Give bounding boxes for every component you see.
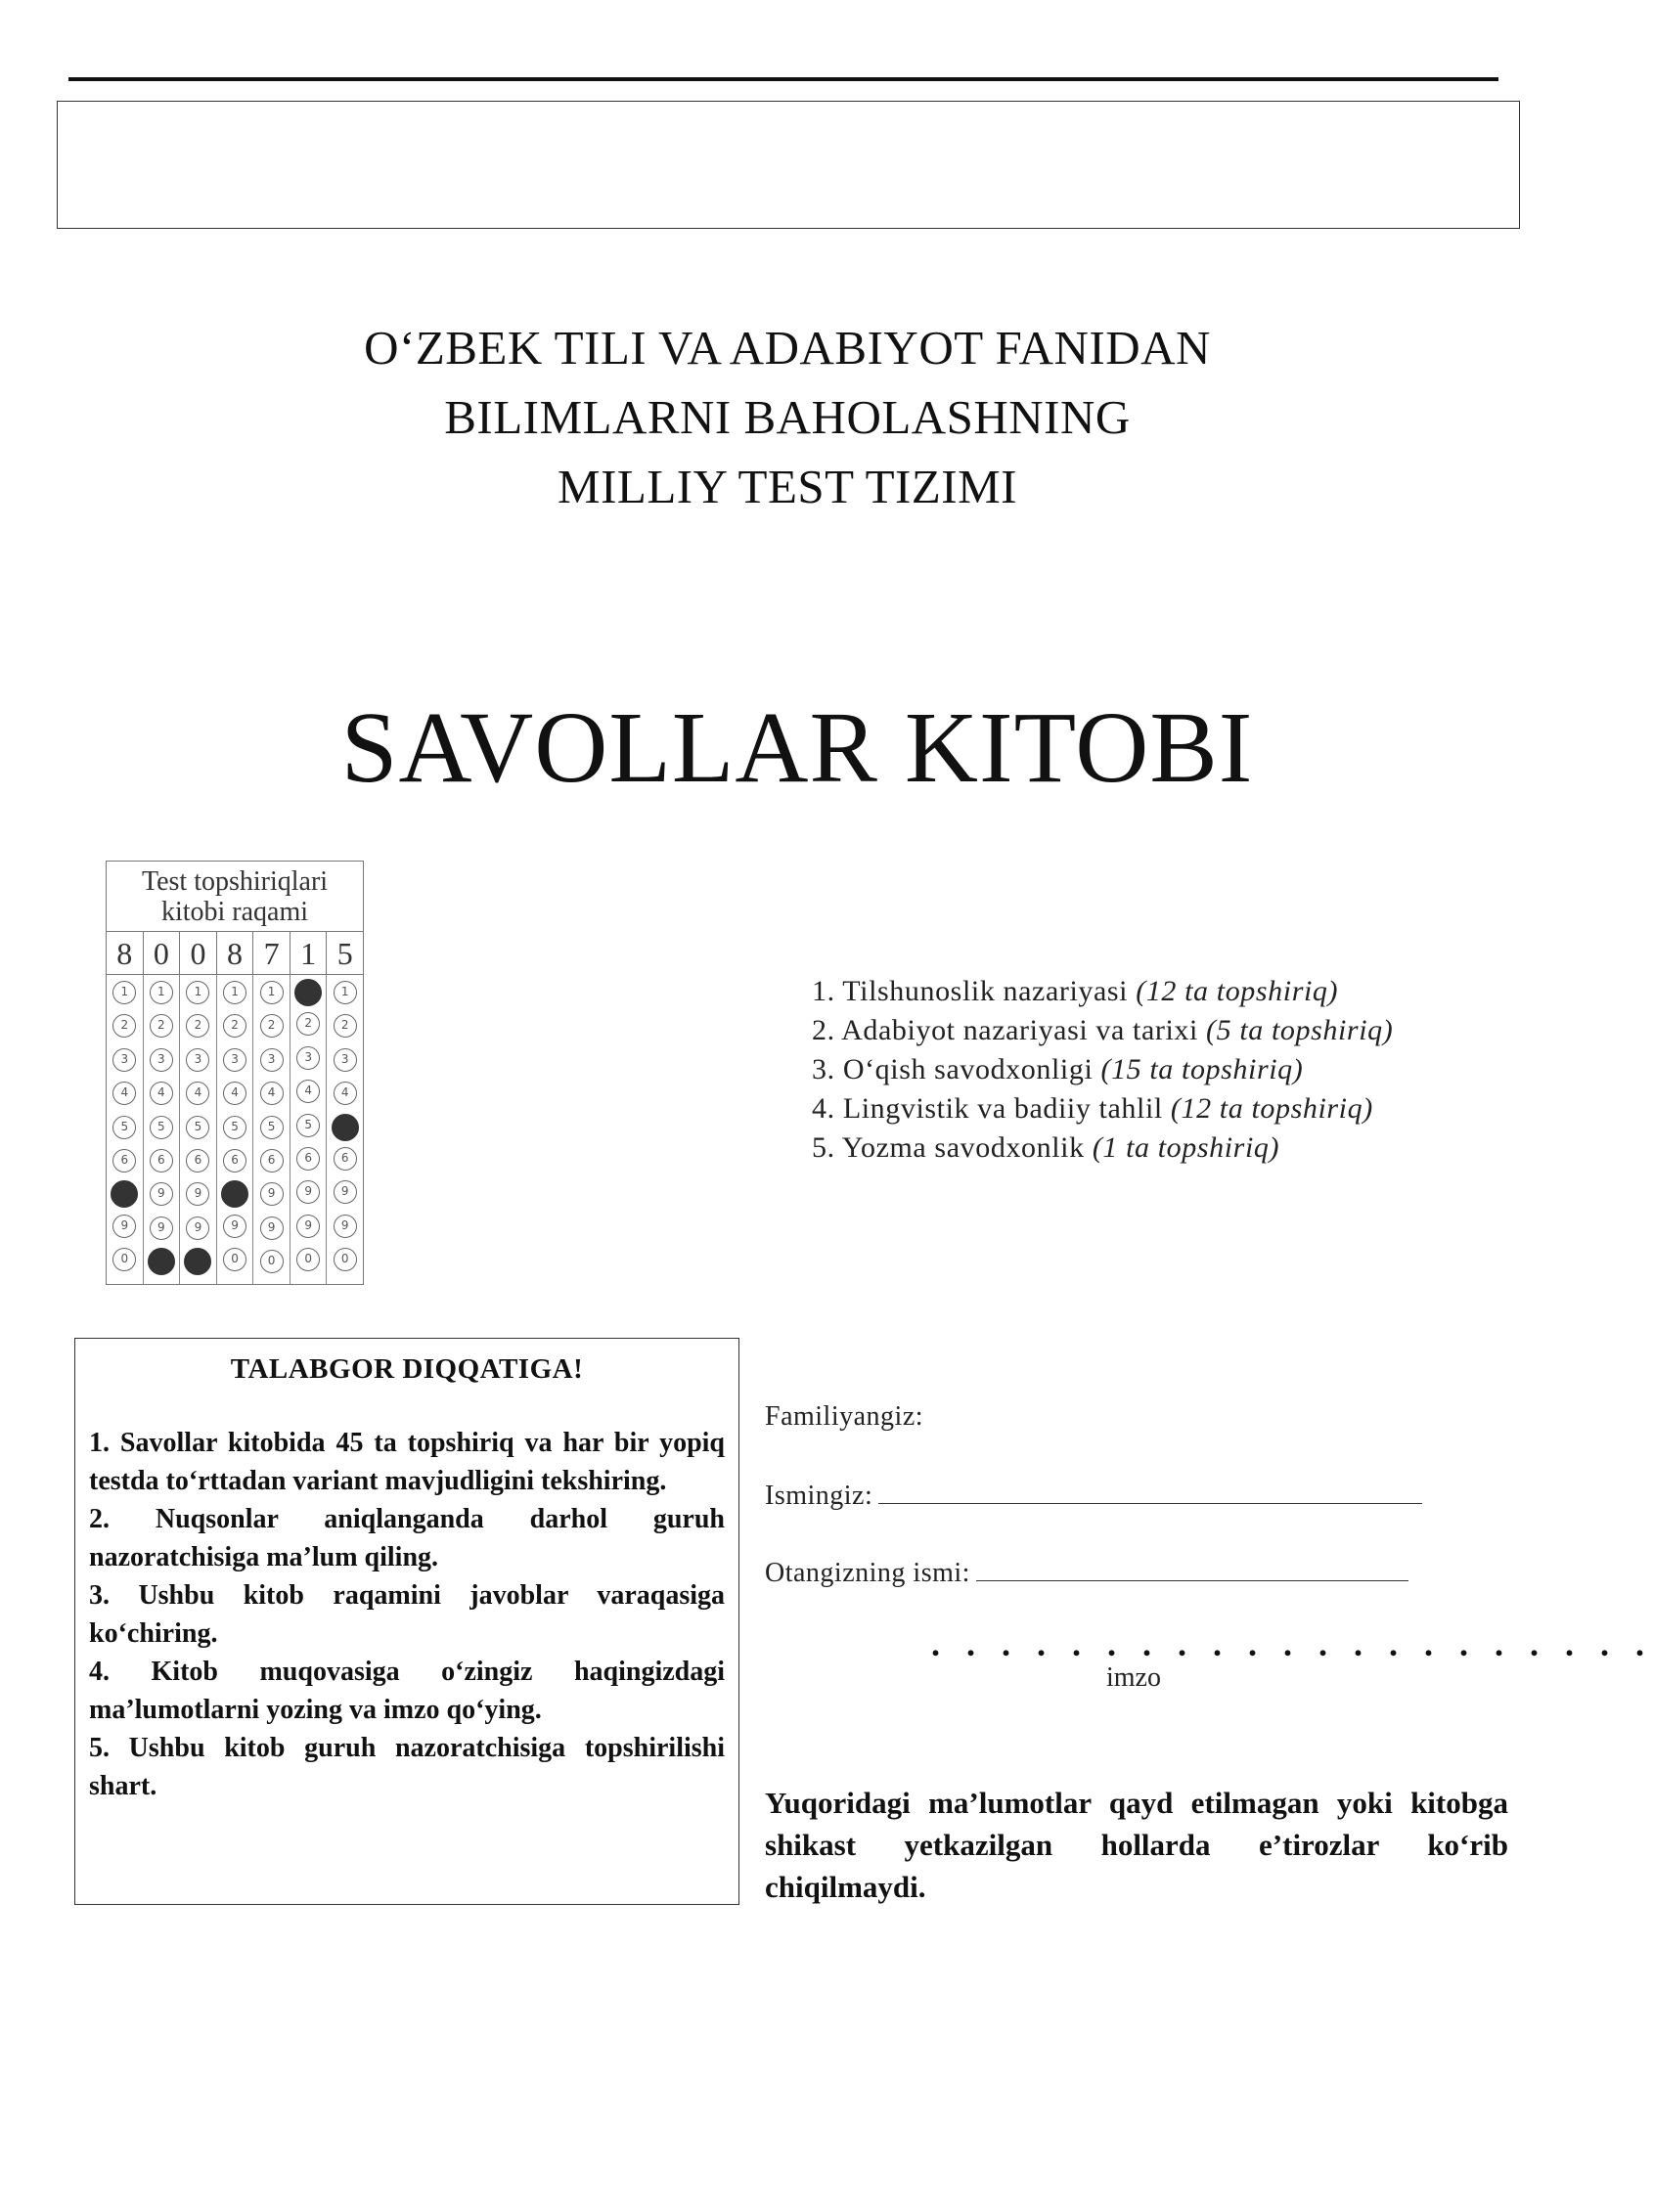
answer-bubble: 9 (112, 1215, 136, 1238)
answer-bubble: 5 (296, 1114, 320, 1137)
answer-bubble: 4 (186, 1082, 209, 1105)
book-number-digit: 8 (107, 932, 144, 974)
answer-bubble: 6 (260, 1149, 284, 1172)
answer-bubble: 4 (112, 1082, 136, 1105)
answer-bubble: 6 (334, 1147, 357, 1171)
section-item (812, 972, 1393, 1011)
book-number-digit: 1 (290, 932, 328, 974)
answer-bubble: 5 (150, 1116, 173, 1139)
notice-item: 1. Savollar kitobida 45 ta topshiriq va har bir yopiq testda to‘rttadan variant mavjudligini tekshiring. (89, 1428, 725, 1496)
book-number-digit: 8 (217, 932, 254, 974)
section-number: 3. (812, 1053, 835, 1085)
section-count: (1 ta topshiriq) (1092, 1131, 1280, 1164)
answer-bubble: 2 (260, 1014, 284, 1038)
answer-bubble: 0 (296, 1248, 320, 1271)
answer-bubble: 9 (334, 1180, 357, 1204)
section-number: 4. (812, 1092, 835, 1125)
bubble-column (144, 975, 181, 1284)
patronymic-row (765, 1551, 1508, 1592)
bubble-column (253, 975, 290, 1284)
answer-bubble: 9 (260, 1217, 284, 1240)
answer-bubble (221, 1180, 248, 1208)
answer-bubble (184, 1248, 211, 1275)
answer-bubble: 1 (150, 981, 173, 1004)
section-name: Adabiyot nazariyasi va tarixi (841, 1014, 1198, 1046)
section-item (812, 1128, 1393, 1168)
answer-bubble (148, 1248, 175, 1275)
answer-bubble: 9 (150, 1217, 173, 1240)
answer-bubble: 6 (150, 1149, 173, 1172)
answer-bubble: 9 (334, 1215, 357, 1238)
section-count: (12 ta topshiriq) (1136, 975, 1339, 1007)
surname-row (765, 1396, 1508, 1438)
answer-bubble: 4 (260, 1082, 284, 1105)
answer-bubble: 0 (334, 1248, 357, 1271)
section-number: 1. (812, 975, 835, 1007)
section-item (812, 1089, 1393, 1128)
top-rule (68, 77, 1498, 81)
answer-bubble: 3 (112, 1048, 136, 1072)
book-number-grid (106, 861, 364, 1285)
notice-title: TALABGOR DIQQATIGA! (230, 1353, 584, 1385)
answer-bubble: 9 (150, 1182, 173, 1206)
answer-bubble: 6 (296, 1147, 320, 1171)
subject-title-line: O‘ZBEK TILI VA ADABIYOT FANIDAN (364, 321, 1211, 375)
answer-bubble: 0 (112, 1248, 136, 1271)
answer-bubble: 5 (223, 1116, 246, 1139)
answer-bubble: 0 (260, 1250, 284, 1273)
answer-bubble: 4 (223, 1082, 246, 1105)
section-item (812, 1011, 1393, 1050)
subject-title-line: BILIMLARNI BAHOLASHNING (444, 390, 1131, 444)
name-row (765, 1474, 1508, 1515)
answer-bubble: 9 (296, 1180, 320, 1204)
answer-bubble: 4 (334, 1082, 357, 1105)
answer-bubble: 9 (223, 1215, 246, 1238)
header-box (57, 101, 1520, 229)
patronymic-field[interactable] (976, 1551, 1408, 1581)
bubble-column (327, 975, 363, 1284)
section-item (812, 1050, 1393, 1089)
answer-bubble: 1 (112, 981, 136, 1004)
name-field[interactable] (878, 1474, 1422, 1504)
answer-bubble: 3 (260, 1048, 284, 1072)
section-number: 5. (812, 1131, 835, 1164)
answer-bubble: 3 (150, 1048, 173, 1072)
answer-bubble: 6 (112, 1149, 136, 1172)
answer-bubble: 5 (112, 1116, 136, 1139)
personal-info-form (765, 1396, 1508, 1628)
book-number-digit: 5 (336, 936, 353, 971)
sections-list (812, 972, 1393, 1168)
answer-bubble: 2 (334, 1014, 357, 1038)
answer-bubble: 0 (223, 1248, 246, 1271)
answer-bubble: 2 (296, 1012, 320, 1036)
notice-item: 5. Ushbu kitob guruh nazoratchisiga topshirilishi shart. (89, 1733, 725, 1801)
book-number-digit: 7 (253, 932, 290, 974)
section-name: Yozma savodxonlik (841, 1131, 1085, 1164)
answer-bubble: 3 (334, 1048, 357, 1072)
notice-item: 4. Kitob muqovasiga o‘zingiz haqingizdagi ma’lumotlarni yozing va imzo qo‘ying. (89, 1657, 725, 1725)
section-name: O‘qish savodxonligi (842, 1053, 1094, 1085)
answer-bubble: 9 (186, 1217, 209, 1240)
patronymic-label: Otangizning ismi: (765, 1558, 970, 1588)
book-number-caption-line: Test topshiriqlari (141, 866, 329, 897)
section-number: 2. (812, 1014, 835, 1046)
subject-title-line: MILLIY TEST TIZIMI (558, 460, 1017, 513)
section-count: (15 ta topshiriq) (1100, 1053, 1304, 1085)
signature-label: imzo (1106, 1662, 1161, 1693)
answer-bubble: 9 (186, 1182, 209, 1206)
answer-bubble: 4 (150, 1082, 173, 1105)
bubble-column (107, 975, 144, 1284)
section-count: (12 ta topshiriq) (1170, 1092, 1373, 1125)
bubble-column (290, 975, 328, 1284)
answer-bubble: 5 (260, 1116, 284, 1139)
subject-title (0, 313, 1575, 521)
answer-bubble: 6 (186, 1149, 209, 1172)
answer-bubble: 6 (223, 1149, 246, 1172)
notice-item: 3. Ushbu kitob raqamini javoblar varaqasiga ko‘chiring. (89, 1580, 725, 1649)
answer-bubble: 1 (260, 981, 284, 1004)
name-label: Ismingiz: (765, 1481, 873, 1511)
book-number-digits (107, 932, 363, 975)
bubble-column (217, 975, 254, 1284)
answer-bubble: 1 (334, 981, 357, 1004)
answer-bubble (294, 979, 322, 1006)
answer-bubble: 3 (223, 1048, 246, 1072)
bubble-columns (107, 975, 363, 1284)
warning-text: Yuqoridagi ma’lumotlar qayd etilmagan yoki kitobga shikast yetkazilgan hollarda e’tirozlar ko‘rib chiqilmaydi. (765, 1786, 1508, 1904)
answer-bubble: 4 (296, 1080, 320, 1103)
notice-box (74, 1338, 739, 1905)
answer-bubble: 9 (296, 1215, 320, 1238)
answer-bubble: 2 (150, 1014, 173, 1038)
answer-bubble: 3 (186, 1048, 209, 1072)
answer-bubble: 2 (112, 1014, 136, 1038)
answer-bubble: 9 (260, 1182, 284, 1206)
section-count: (5 ta topshiriq) (1206, 1014, 1394, 1046)
book-number-digit: 0 (144, 932, 181, 974)
answer-bubble: 5 (186, 1116, 209, 1139)
answer-bubble: 2 (223, 1014, 246, 1038)
book-number-caption-line: kitobi raqami (160, 897, 309, 927)
surname-label: Familiyangiz: (765, 1401, 924, 1432)
answer-bubble (111, 1180, 138, 1208)
book-number-digit: 0 (180, 932, 217, 974)
section-name: Lingvistik va badiiy tahlil (842, 1092, 1163, 1125)
notice-item: 2. Nuqsonlar aniqlanganda darhol guruh nazoratchisiga ma’lum qiling. (89, 1504, 725, 1572)
bubble-column (180, 975, 217, 1284)
answer-bubble: 2 (186, 1014, 209, 1038)
answer-bubble: 1 (186, 981, 209, 1004)
answer-bubble (332, 1114, 359, 1141)
section-name: Tilshunoslik nazariyasi (842, 975, 1129, 1007)
main-title: SAVOLLAR KITOBI (340, 691, 1254, 804)
answer-bubble: 3 (296, 1046, 320, 1070)
book-number-caption (107, 862, 363, 932)
signature-line[interactable]: . . . . . . . . . . . . . . . . . . . . . (931, 1624, 1653, 1663)
answer-bubble: 1 (223, 981, 246, 1004)
